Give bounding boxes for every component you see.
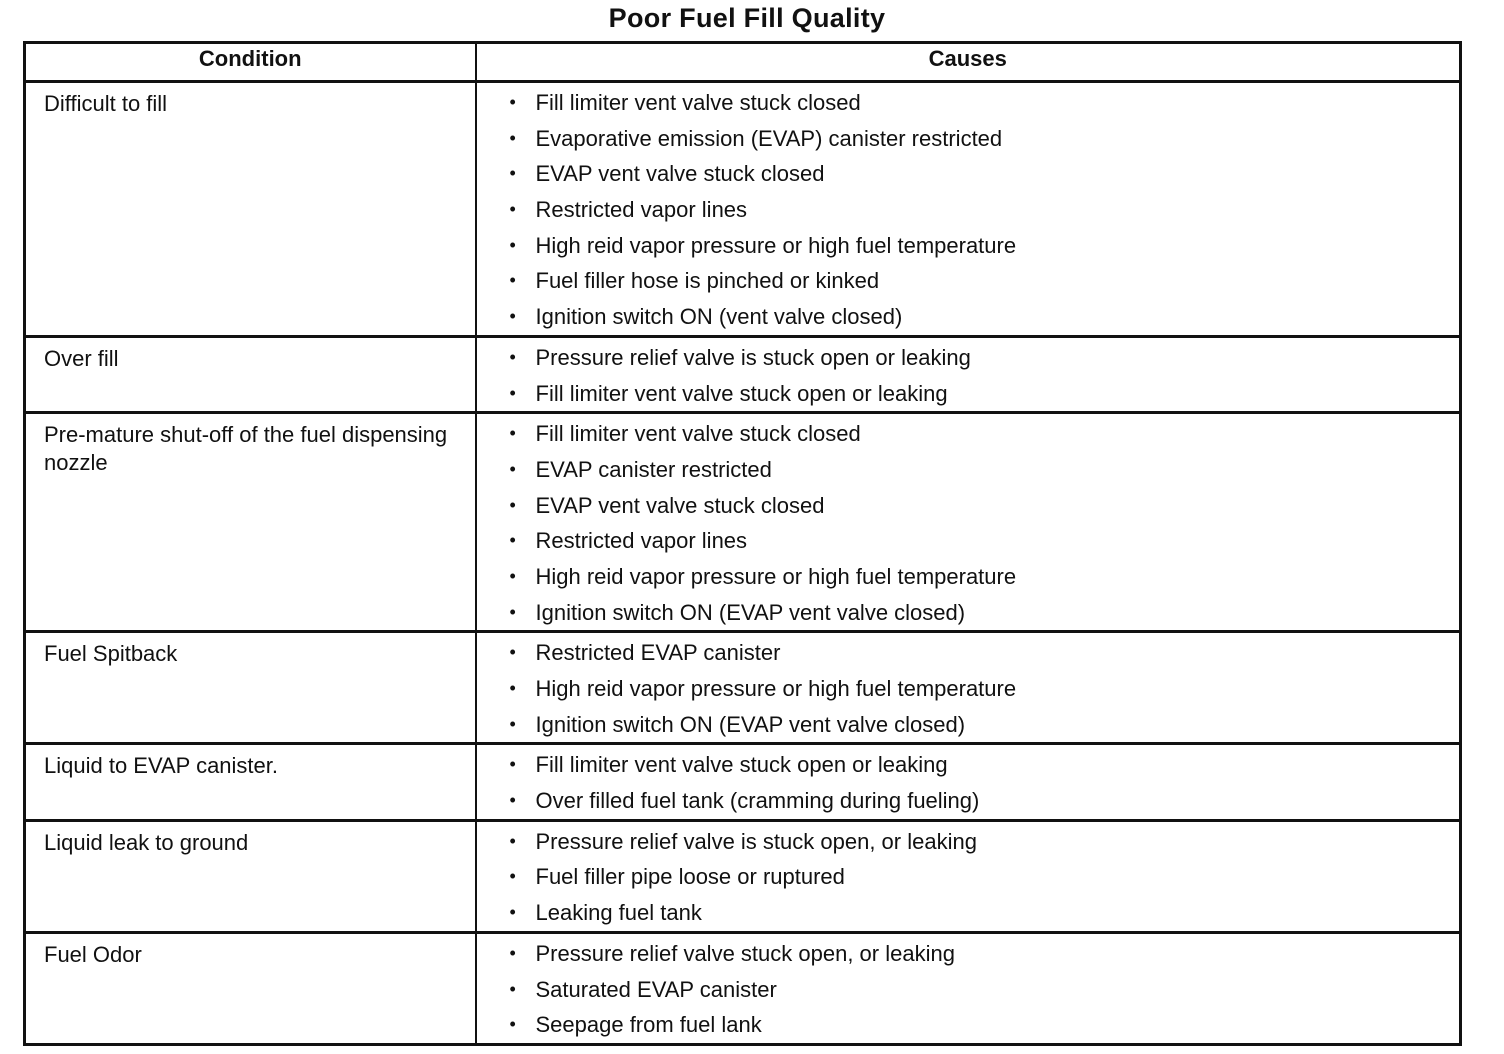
- bullet-icon: •: [509, 1014, 516, 1035]
- bullet-icon: •: [509, 830, 516, 851]
- table-row: [25, 932, 1461, 1044]
- bullet-icon: •: [509, 565, 516, 586]
- condition-cell: Over fill: [25, 336, 476, 412]
- cause-item: [477, 488, 1460, 524]
- cause-text: Evaporative emission (EVAP) canister restricted: [535, 125, 1003, 151]
- cause-text: Ignition switch ON (EVAP vent valve closed): [535, 711, 966, 737]
- cause-item: [477, 228, 1460, 264]
- bullet-icon: •: [509, 127, 516, 148]
- cause-text: Fuel filler pipe loose or ruptured: [535, 864, 845, 890]
- cause-item: [477, 1007, 1460, 1043]
- cause-text: Over filled fuel tank (cramming during fueling): [535, 788, 980, 814]
- cause-list: [477, 416, 1460, 630]
- cause-item: [477, 595, 1460, 631]
- cause-text: Pressure relief valve stuck open, or leaking: [535, 940, 955, 966]
- cause-text: EVAP vent valve stuck closed: [535, 161, 825, 187]
- condition-cell: Difficult to fill: [25, 82, 476, 337]
- cause-item: [477, 936, 1460, 972]
- cause-text: Restricted vapor lines: [535, 528, 748, 554]
- cause-item: [477, 671, 1460, 707]
- cause-list: [477, 747, 1460, 818]
- cause-item: [477, 340, 1460, 376]
- bullet-icon: •: [509, 978, 516, 999]
- cause-item: [477, 707, 1460, 743]
- cause-item: [477, 859, 1460, 895]
- bullet-icon: •: [509, 382, 516, 403]
- cause-item: [477, 156, 1460, 192]
- table-row: [25, 744, 1461, 820]
- cause-text: Restricted vapor lines: [535, 197, 748, 223]
- cause-text: Ignition switch ON (EVAP vent valve closed): [535, 599, 966, 625]
- cause-item: [477, 783, 1460, 819]
- cause-item: [477, 559, 1460, 595]
- bullet-icon: •: [509, 866, 516, 887]
- cause-text: Restricted EVAP canister: [535, 640, 781, 666]
- cause-item: [477, 85, 1460, 121]
- page-title: Poor Fuel Fill Quality: [608, 3, 886, 33]
- bullet-icon: •: [509, 601, 516, 622]
- bullet-icon: •: [509, 306, 516, 327]
- causes-cell: [476, 744, 1461, 820]
- table-row: [25, 82, 1461, 337]
- cause-list: [477, 635, 1460, 742]
- cause-text: Pressure relief valve is stuck open, or leaking: [535, 828, 977, 854]
- bullet-icon: •: [509, 754, 516, 775]
- condition-column-header: Condition: [25, 43, 476, 82]
- condition-cell: Liquid leak to ground: [25, 820, 476, 932]
- cause-text: Saturated EVAP canister: [535, 976, 777, 1002]
- condition-cell: Pre-mature shut-off of the fuel dispensing nozzle: [25, 413, 476, 632]
- table-row: [25, 336, 1461, 412]
- table-header-row: [25, 43, 1461, 82]
- cause-text: High reid vapor pressure or high fuel temperature: [535, 232, 1017, 258]
- cause-text: Pressure relief valve is stuck open or leaking: [535, 344, 971, 370]
- cause-item: [477, 972, 1460, 1008]
- cause-text: High reid vapor pressure or high fuel temperature: [535, 676, 1017, 701]
- bullet-icon: •: [509, 713, 516, 734]
- cause-item: [477, 263, 1460, 299]
- bullet-icon: •: [509, 458, 516, 479]
- bullet-icon: •: [509, 423, 516, 444]
- cause-item: [477, 635, 1460, 671]
- cause-item: [477, 192, 1460, 228]
- causes-cell: [476, 632, 1461, 744]
- table-row: [25, 820, 1461, 932]
- cause-text: Seepage from fuel lank: [535, 1012, 762, 1038]
- bullet-icon: •: [509, 790, 516, 811]
- bullet-icon: •: [509, 678, 516, 698]
- cause-text: High reid vapor pressure or high fuel temperature: [535, 563, 1017, 589]
- cause-item: [477, 452, 1460, 488]
- cause-item: [477, 121, 1460, 157]
- bullet-icon: •: [509, 942, 516, 963]
- bullet-icon: •: [509, 163, 516, 184]
- causes-cell: [476, 82, 1461, 337]
- cause-text: Ignition switch ON (vent valve closed): [535, 304, 903, 330]
- bullet-icon: •: [509, 346, 516, 367]
- cause-text: EVAP vent valve stuck closed: [535, 492, 825, 518]
- cause-list: [477, 936, 1460, 1043]
- bullet-icon: •: [509, 530, 516, 551]
- cause-text: Fill limiter vent valve stuck closed: [535, 90, 861, 115]
- causes-column-header: Causes: [476, 43, 1461, 82]
- condition-cell: Fuel Spitback: [25, 632, 476, 744]
- causes-cell: [476, 820, 1461, 932]
- cause-item: [477, 895, 1460, 931]
- cause-item: [477, 523, 1460, 559]
- cause-text: EVAP canister restricted: [535, 456, 772, 482]
- cause-list: [477, 340, 1460, 411]
- bullet-icon: •: [509, 92, 516, 112]
- bullet-icon: •: [509, 642, 516, 663]
- cause-text: Fill limiter vent valve stuck closed: [535, 421, 861, 447]
- cause-item: [477, 416, 1460, 452]
- causes-cell: [476, 932, 1461, 1044]
- cause-list: [477, 824, 1460, 931]
- bullet-icon: •: [509, 902, 516, 923]
- cause-item: [477, 747, 1460, 783]
- cause-text: Fill limiter vent valve stuck open or leaking: [535, 752, 948, 778]
- condition-cell: Fuel Odor: [25, 932, 476, 1044]
- cause-item: [477, 299, 1460, 335]
- condition-cell: Liquid to EVAP canister.: [25, 744, 476, 820]
- table-row: [25, 413, 1461, 632]
- bullet-icon: •: [509, 234, 516, 255]
- bullet-icon: •: [509, 199, 516, 220]
- cause-item: [477, 376, 1460, 412]
- causes-cell: [476, 413, 1461, 632]
- cause-list: [477, 85, 1460, 335]
- bullet-icon: •: [509, 494, 516, 515]
- cause-text: Leaking fuel tank: [535, 900, 702, 926]
- causes-cell: [476, 336, 1461, 412]
- bullet-icon: •: [509, 270, 516, 291]
- table-row: [25, 632, 1461, 744]
- fuel-fill-table: [23, 41, 1462, 1046]
- cause-item: [477, 824, 1460, 860]
- cause-text: Fill limiter vent valve stuck open or leaking: [535, 380, 948, 406]
- cause-text: Fuel filler hose is pinched or kinked: [535, 268, 880, 294]
